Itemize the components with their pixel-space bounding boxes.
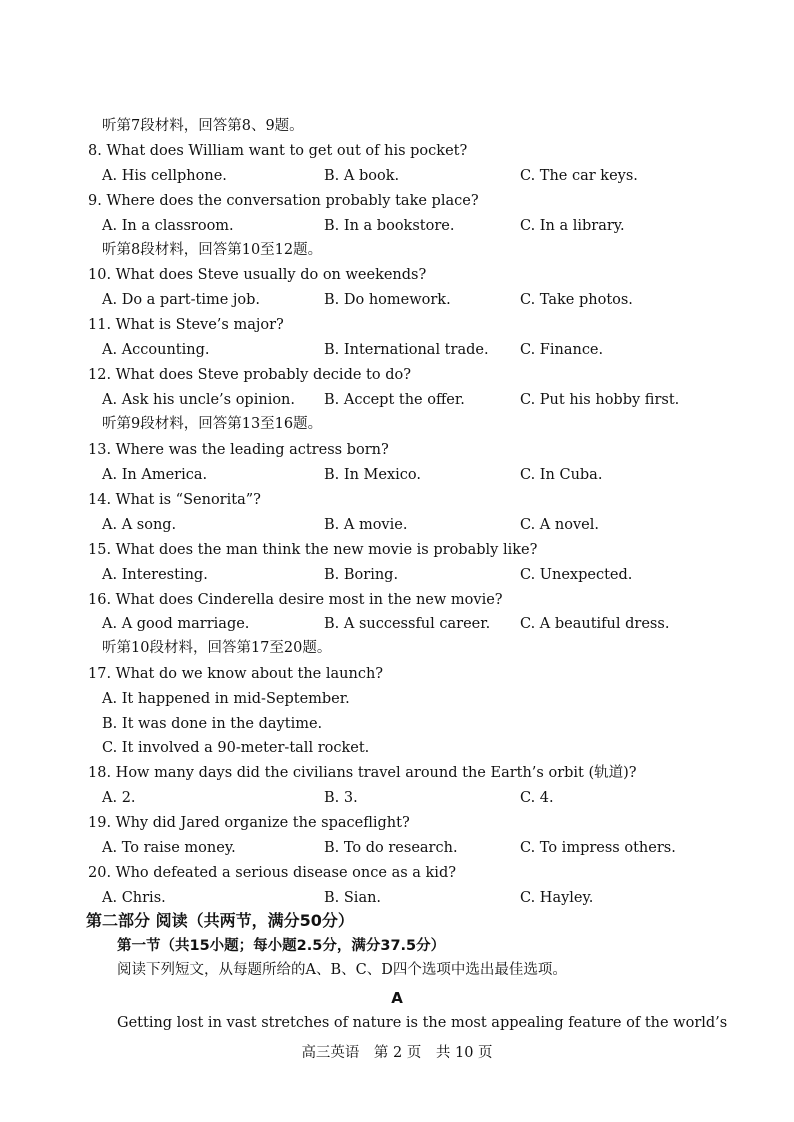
question-11: 11. What is Steve’s major? (88, 317, 284, 333)
passage-label: A (391, 989, 403, 1007)
part-two-heading: 第二部分 阅读（共两节，满分50分） (86, 911, 354, 930)
q16-option-b: B. A successful career. (324, 616, 491, 632)
section-instruction-8: 听第8段材料，回答第10至12题。 (102, 242, 323, 258)
question-20: 20. Who defeated a serious disease once as a kid? (88, 865, 456, 881)
q13-option-c: C. In Cuba. (520, 467, 603, 483)
q12-option-a: A. Ask his uncle’s opinion. (102, 392, 296, 408)
q19-option-c: C. To impress others. (520, 840, 676, 856)
q20-option-c: C. Hayley. (520, 890, 594, 906)
q8-option-b: B. A book. (324, 168, 400, 184)
q12-option-b: B. Accept the offer. (324, 392, 465, 408)
q18-option-a: A. 2. (102, 790, 136, 806)
q19-option-b: B. To do research. (324, 840, 458, 856)
q17-option-c: C. It involved a 90-meter-tall rocket. (102, 740, 370, 756)
q15-option-b: B. Boring. (324, 567, 399, 583)
q14-option-b: B. A movie. (324, 517, 408, 533)
q10-option-b: B. Do homework. (324, 292, 451, 308)
question-8: 8. What does William want to get out of his pocket? (88, 143, 468, 159)
q16-option-c: C. A beautiful dress. (520, 616, 670, 632)
q9-option-b: B. In a bookstore. (324, 218, 455, 234)
q11-option-b: B. International trade. (324, 342, 489, 358)
q14-option-a: A. A song. (102, 517, 177, 533)
section-instruction-7: 听第7段材料，回答第8、9题。 (102, 118, 304, 134)
q9-option-a: A. In a classroom. (102, 218, 234, 234)
question-15: 15. What does the man think the new movie is probably like? (88, 542, 538, 558)
q15-option-a: A. Interesting. (102, 567, 208, 583)
question-17: 17. What do we know about the launch? (88, 666, 384, 682)
passage-first-line: Getting lost in vast stretches of nature is the most appealing feature of the world’s (117, 1015, 728, 1031)
q11-option-c: C. Finance. (520, 342, 604, 358)
q17-option-a: A. It happened in mid-September. (102, 691, 350, 707)
question-14: 14. What is “Senorita”? (88, 492, 261, 508)
q15-option-c: C. Unexpected. (520, 567, 633, 583)
q19-option-a: A. To raise money. (102, 840, 236, 856)
q11-option-a: A. Accounting. (102, 342, 210, 358)
q13-option-a: A. In America. (102, 467, 208, 483)
q10-option-a: A. Do a part-time job. (102, 292, 261, 308)
q13-option-b: B. In Mexico. (324, 467, 421, 483)
reading-instruction: 阅读下列短文，从每题所给的A、B、C、D四个选项中选出最佳选项。 (117, 962, 567, 978)
q20-option-a: A. Chris. (102, 890, 166, 906)
q17-option-b: B. It was done in the daytime. (102, 716, 323, 732)
q12-option-c: C. Put his hobby first. (520, 392, 680, 408)
question-16: 16. What does Cinderella desire most in the new movie? (88, 592, 503, 608)
section-instruction-10: 听第10段材料，回答第17至20题。 (102, 640, 332, 656)
question-9: 9. Where does the conversation probably take place? (88, 193, 479, 209)
q14-option-c: C. A novel. (520, 517, 599, 533)
q16-option-a: A. A good marriage. (102, 616, 250, 632)
question-19: 19. Why did Jared organize the spaceflight? (88, 815, 410, 831)
question-13: 13. Where was the leading actress born? (88, 442, 389, 458)
section-instruction-9: 听第9段材料，回答第13至16题。 (102, 416, 323, 432)
q10-option-c: C. Take photos. (520, 292, 633, 308)
question-10: 10. What does Steve usually do on weekends? (88, 267, 427, 283)
q8-option-c: C. The car keys. (520, 168, 638, 184)
question-18: 18. How many days did the civilians travel around the Earth’s orbit (轨道)? (88, 765, 637, 781)
q18-option-c: C. 4. (520, 790, 554, 806)
q20-option-b: B. Sian. (324, 890, 382, 906)
q9-option-c: C. In a library. (520, 218, 625, 234)
q18-option-b: B. 3. (324, 790, 358, 806)
section-one-heading: 第一节（共15小题；每小题2.5分，满分37.5分） (117, 938, 446, 954)
question-12: 12. What does Steve probably decide to do? (88, 367, 411, 383)
page-footer: 高三英语 第 2 页 共 10 页 (301, 1045, 493, 1061)
q8-option-a: A. His cellphone. (102, 168, 227, 184)
